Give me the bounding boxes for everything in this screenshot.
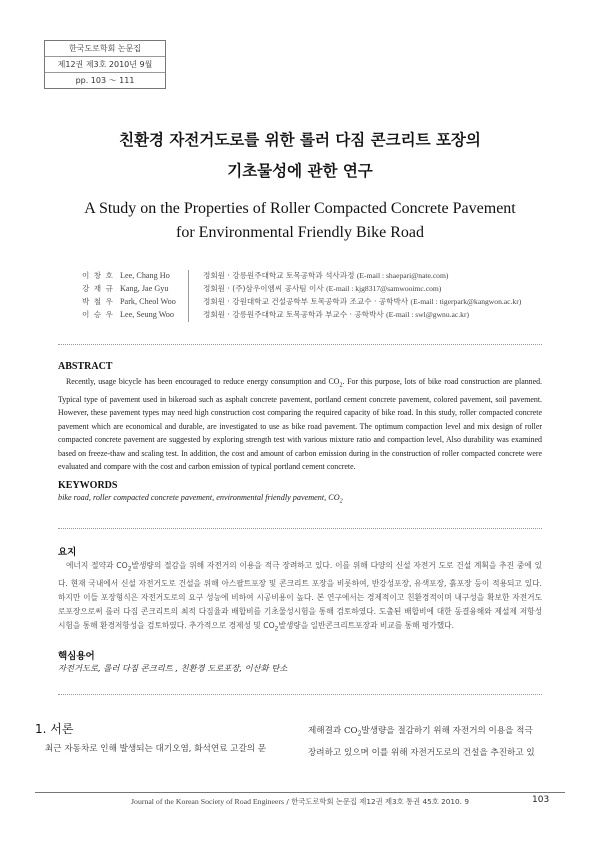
intro-right-line: 장려하고 있으며 이를 위해 자전거도로의 건설을 추진하고 있	[308, 747, 535, 758]
author-affiliation-text: 정회원 · (주)삼우이엠씨 공사팀 이사	[203, 284, 324, 293]
abstract-text-1: Recently, usage bicycle has been encouraged to reduce energy consumption and CO	[66, 377, 340, 386]
author-name-ko: 이 승 우	[82, 310, 114, 319]
title-ko-line2: 기초물성에 관한 연구	[227, 161, 373, 180]
author-divider	[188, 270, 189, 322]
keywords-ko-heading: 핵심용어	[58, 651, 95, 662]
yoji-subscript: 2	[274, 625, 279, 633]
author-name-en: Lee, Seung Woo	[120, 310, 174, 319]
title-en-line1: A Study on the Properties of Roller Compacted Concrete Pavement	[84, 200, 516, 217]
intro-right-text	[308, 722, 564, 763]
author-affiliation	[203, 269, 448, 282]
footer-rule	[35, 792, 565, 793]
yoji-subscript: 2	[127, 565, 132, 573]
abstract-subscript: 2	[339, 382, 343, 389]
intro-heading: 1. 서론	[35, 722, 74, 736]
journal-info-box	[44, 40, 166, 89]
keywords-body	[58, 493, 343, 505]
author-affiliation	[203, 308, 469, 321]
section-divider	[58, 344, 542, 345]
intro-right-line	[308, 722, 564, 744]
author-affiliation-text: 정회원 · 강릉원주대학교 토목공학과 부교수 · 공학박사	[203, 310, 384, 319]
author-affiliation	[203, 295, 521, 308]
keywords-subscript: 2	[339, 498, 343, 505]
author-row	[82, 308, 522, 321]
footer-citation	[0, 797, 600, 807]
intro-right-text-2: 발생량을 절감하기 위해 자전거의 이용을 적극	[361, 726, 533, 736]
author-row	[82, 282, 522, 295]
author-email[interactable]: (E-mail : swl@gwnu.ac.kr)	[386, 310, 470, 319]
footer-journal-ko: / 한국도로학회 논문집 제12권 제3호 통권 45호 2010. 9	[284, 797, 469, 806]
journal-name: 한국도로학회 논문집	[68, 44, 142, 53]
yoji-text-1: 에너지 절약과 CO	[66, 561, 128, 570]
author-email[interactable]: (E-mail : shaepari@nate.com)	[356, 271, 449, 280]
intro-subscript: 2	[357, 730, 362, 738]
page-number: 103	[532, 795, 550, 805]
keywords-heading: KEYWORDS	[58, 480, 118, 491]
author-affiliation	[203, 282, 441, 295]
author-name-ko: 이 창 호	[82, 271, 114, 280]
abstract-text-2: . For this purpose, lots of bike road construction are planned. Typical type of pavement used in bikeroad such as asphalt concrete pavement, portland cement concrete pavement, colored pavement, soil pavement. However, these pavement types may need high construction cost comparing the required capacity of bike road. In this study, roller compacted concrete pavement which are economical and durable, are investigated to use as bike road pavement. The optimum compaction level and mix design of roller compacted concrete pavement are suggested by exploring strength test with various mixture ratio and compaction level, Also durability was examined based on freeze-thaw and scaling test. In addition, the cost and amount of carbon emission during in the construction of roller compacted concrete were evaluated and compare with the cost and carbon emission of typical portland cement concrete.	[58, 377, 543, 472]
intro-left-text: 최근 자동차로 인해 발생되는 대기오염, 화석연료 고갈의 문	[45, 744, 267, 754]
intro-right-text-1: 제해결과 CO	[308, 726, 358, 736]
journal-volume: 제12권 제3호 2010년 9월	[45, 56, 165, 72]
author-name-ko: 강 재 규	[82, 284, 114, 293]
title-en-line2: for Environmental Friendly Bike Road	[176, 224, 424, 241]
section-divider	[58, 528, 542, 529]
keywords-ko-body: 자전거도로, 롤러 다짐 콘크리트 , 친환경 도로포장, 이산화 탄소	[58, 663, 288, 673]
author-affiliation-text: 정회원 · 강원대학교 건설공학부 토목공학과 조교수 · 공학박사	[203, 297, 409, 306]
abstract-heading: ABSTRACT	[58, 361, 113, 372]
author-email[interactable]: (E-mail : tigerpark@kangwon.ac.kr)	[410, 297, 522, 306]
yoji-text-2: 발생량의 절감을 위해 자전거의 이용을 적극 장려하고 있다. 이를 위해 다양의 신설 자전거 도로 건설 계획을 추진 중에 있다. 현재 국내에서 신설 자전거도로 건설을 위해 아스팔트포장 및 콘크리트 포장을 비롯하여, 반강성포장, 유색포장, 흙포장 등이 적용되고 있다. 하지만 이들 포장형식은 자전거도로의 요구 성능에 비하여 시공비용이 높다. 본 연구에서는 경제적이고 친환경적이며 내구성을 확보한 자전거도로포장으로써 롤러 다짐 콘크리트의 최적 다짐율과 배합비를 기초물성시험을 통해 검토하였다. 도출된 배합비에 대한 동결융해와 제설제 저항성 시험을 통해 환경저항성을 검토하였다. 추가적으로 경제성 및 CO	[58, 561, 542, 631]
author-affiliation-text: 정회원 · 강릉원주대학교 토목공학과 석사과정	[203, 271, 355, 280]
title-ko-line1: 친환경 자전거도로를 위한 롤러 다짐 콘크리트 포장의	[119, 130, 481, 149]
abstract-body	[58, 375, 542, 473]
keywords-text: bike road, roller compacted concrete pavement, environmental friendly pavement, CO	[58, 493, 340, 502]
footer-journal-en: Journal of the Korean Society of Road Engineers	[131, 797, 285, 806]
yoji-heading: 요지	[58, 547, 77, 558]
author-email[interactable]: (E-mail : kjg8317@samwooimc.com)	[326, 284, 442, 293]
author-name-en: Park, Cheol Woo	[120, 297, 176, 306]
author-name-en: Kang, Jae Gyu	[120, 284, 169, 293]
author-list	[82, 269, 522, 321]
author-row	[82, 295, 522, 308]
journal-pages: pp. 103 ～ 111	[45, 72, 165, 88]
author-name-ko: 박 철 우	[82, 297, 114, 306]
yoji-text-3: 발생량을 일반콘크리트포장과 비교를 통해 평가했다.	[278, 621, 455, 631]
yoji-body	[58, 559, 542, 637]
author-name-en: Lee, Chang Ho	[120, 271, 170, 280]
section-divider	[58, 694, 542, 695]
author-row	[82, 269, 522, 282]
